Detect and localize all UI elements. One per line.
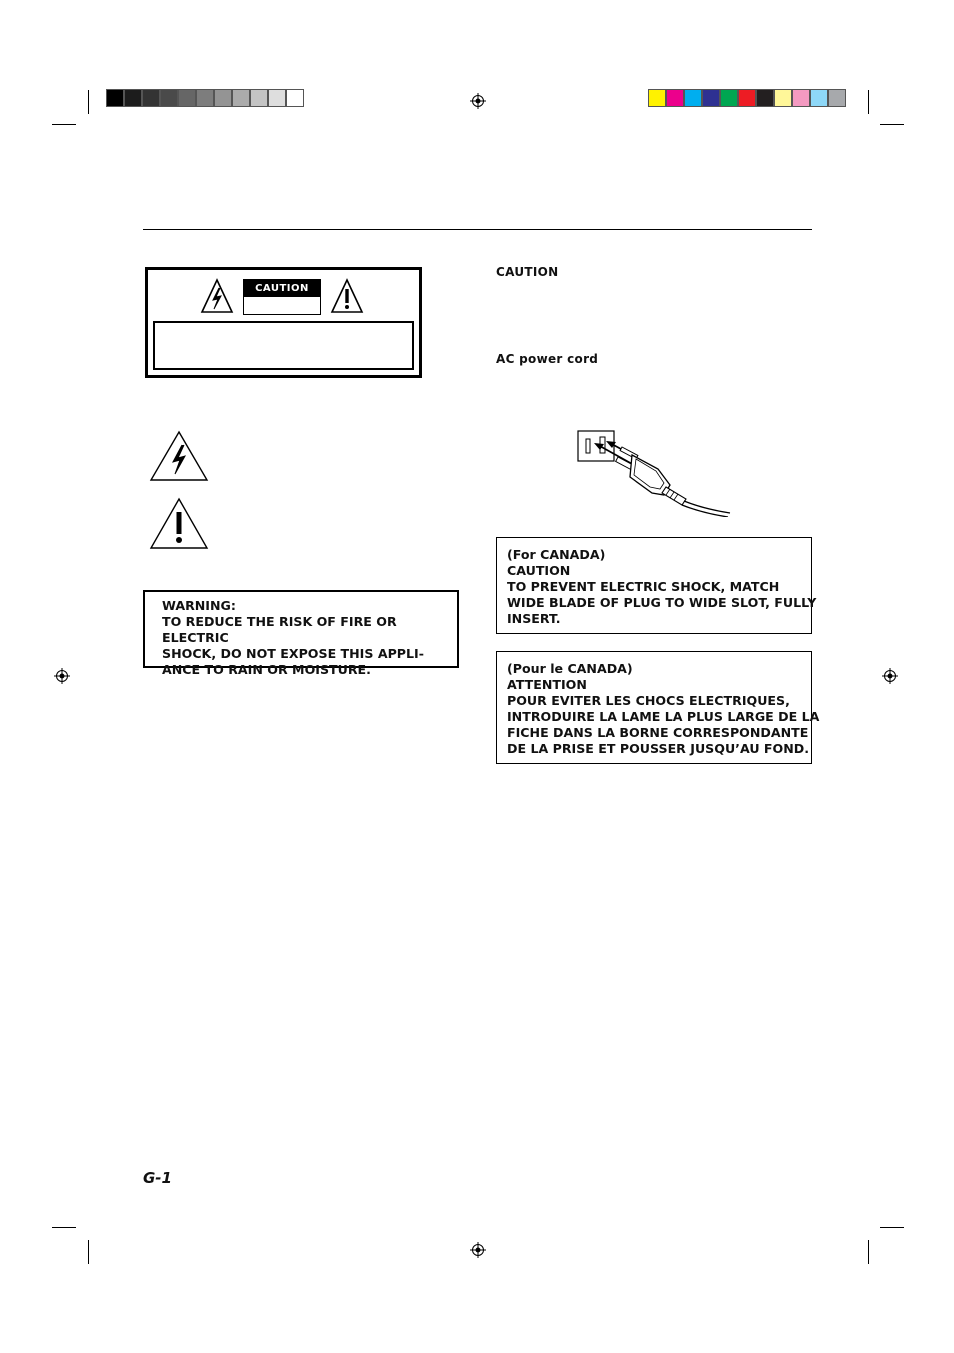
crop-mark — [868, 1240, 869, 1264]
registration-mark-icon — [470, 1242, 486, 1258]
canada-en-line: (For CANADA) — [507, 547, 606, 562]
warning-box — [143, 590, 459, 677]
registration-mark-icon — [470, 93, 486, 109]
color-swatch — [196, 89, 214, 107]
color-swatch — [810, 89, 828, 107]
color-swatch — [828, 89, 846, 107]
color-swatch — [774, 89, 792, 107]
registration-mark-icon — [882, 668, 898, 684]
color-swatch — [702, 89, 720, 107]
canada-caution-box-en — [496, 537, 817, 634]
canada-caution-box-fr — [496, 651, 820, 764]
lightning-triangle-icon — [200, 278, 234, 314]
color-swatch — [648, 89, 666, 107]
warning-line: ANCE TO RAIN OR MOISTURE. — [162, 662, 371, 677]
crop-mark — [52, 1227, 76, 1228]
registration-mark-icon — [54, 668, 70, 684]
color-swatch — [738, 89, 756, 107]
crop-mark — [88, 90, 89, 114]
color-swatch — [250, 89, 268, 107]
color-swatch — [178, 89, 196, 107]
canada-fr-line: POUR EVITER LES CHOCS ELECTRIQUES, — [507, 693, 790, 708]
color-swatch — [232, 89, 250, 107]
page-number: G-1 — [143, 1169, 172, 1187]
caution-label — [145, 267, 422, 378]
canada-en-line: TO PREVENT ELECTRIC SHOCK, MATCH — [507, 579, 780, 594]
warning-line: SHOCK, DO NOT EXPOSE THIS APPLI- — [162, 646, 424, 661]
canada-fr-line: DE LA PRISE ET POUSSER JUSQU’AU FOND. — [507, 741, 810, 756]
canada-fr-line: INTRODUIRE LA LAME LA PLUS LARGE DE LA — [507, 709, 820, 724]
canada-en-line: WIDE BLADE OF PLUG TO WIDE SLOT, FULLY — [507, 595, 817, 610]
canada-fr-line: (Pour le CANADA) — [507, 661, 633, 676]
header-rule — [143, 229, 812, 230]
color-swatch — [106, 89, 124, 107]
warning-line: TO REDUCE THE RISK OF FIRE OR ELECTRIC — [162, 614, 397, 645]
warning-line: WARNING: — [162, 598, 236, 613]
crop-mark — [880, 124, 904, 125]
color-swatch — [124, 89, 142, 107]
color-swatch — [142, 89, 160, 107]
caution-label-text-area — [153, 321, 414, 370]
caution-tag — [243, 279, 321, 315]
warning-text — [162, 598, 449, 678]
color-swatch — [756, 89, 774, 107]
color-swatch — [684, 89, 702, 107]
canada-en-line: INSERT. — [507, 611, 561, 626]
crop-mark — [868, 90, 869, 114]
grayscale-color-bar — [106, 89, 304, 107]
exclamation-triangle-icon — [149, 497, 209, 550]
canada-fr-line: FICHE DANS LA BORNE CORRESPONDANTE — [507, 725, 809, 740]
crop-mark — [88, 1240, 89, 1264]
caution-tag-text: CAUTION — [244, 280, 320, 297]
lightning-triangle-icon — [149, 430, 209, 482]
canada-en-line: CAUTION — [507, 563, 571, 578]
canada-fr-line: ATTENTION — [507, 677, 587, 692]
ac-power-cord-heading: AC power cord — [496, 352, 599, 366]
process-color-bar — [648, 89, 846, 107]
color-swatch — [666, 89, 684, 107]
crop-mark — [880, 1227, 904, 1228]
color-swatch — [286, 89, 304, 107]
color-swatch — [160, 89, 178, 107]
color-swatch — [720, 89, 738, 107]
color-swatch — [792, 89, 810, 107]
color-swatch — [268, 89, 286, 107]
canada-caution-text-en — [497, 538, 817, 634]
canada-caution-text-fr — [497, 652, 820, 764]
caution-heading: CAUTION — [496, 265, 559, 279]
exclamation-triangle-icon — [330, 278, 364, 314]
ac-plug-illustration — [574, 425, 734, 517]
color-swatch — [214, 89, 232, 107]
crop-mark — [52, 124, 76, 125]
